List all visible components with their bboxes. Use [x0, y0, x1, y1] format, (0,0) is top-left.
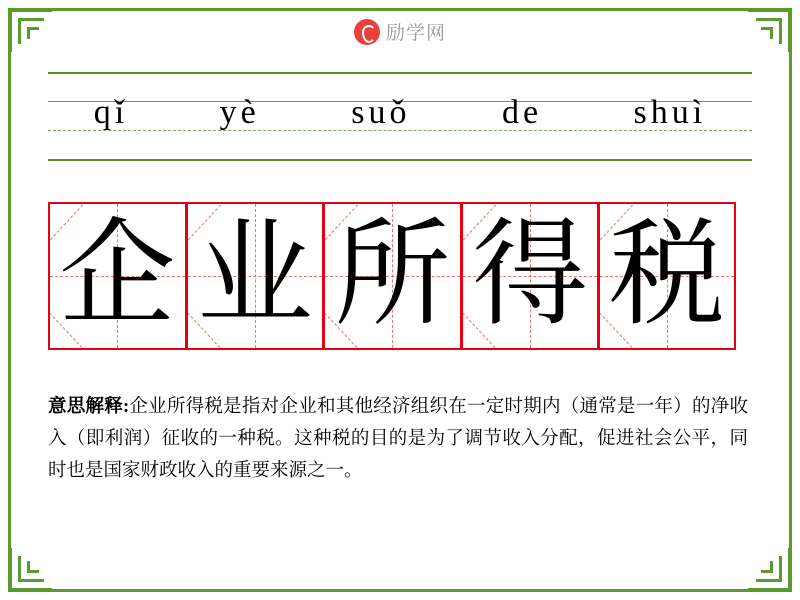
character-glyph: 业 [196, 212, 313, 340]
corner-ornament-bottom-left [8, 548, 52, 592]
frame-bottom-border [8, 589, 792, 592]
frame-left-border [8, 8, 11, 592]
pinyin-row [48, 72, 752, 160]
pinyin-syllable: suǒ [351, 94, 411, 131]
frame-top-border [8, 8, 792, 11]
pinyin-syllable: shuì [633, 94, 707, 131]
explanation-text: 企业所得税是指对企业和其他经济组织在一定时期内（通常是一年）的净收入（即利润）征收的一种税。这种税的目的是为了调节收入分配，促进社会公平，同时也是国家财政收入的重要来源之一。 [48, 397, 748, 481]
explanation-block [48, 392, 748, 487]
pinyin-syllable: yè [219, 94, 260, 131]
site-name: 励学网 [385, 23, 446, 44]
character-grid [48, 202, 736, 350]
character-cell [598, 202, 736, 350]
corner-ornament-bottom-right [748, 548, 792, 592]
pinyin-syllable: de [501, 94, 543, 131]
frame-right-border [789, 8, 792, 592]
character-glyph: 所 [334, 212, 451, 340]
pinyin-syllable: qǐ [93, 94, 129, 131]
explanation-label: 意思解释: [48, 397, 130, 417]
character-cell [461, 202, 599, 350]
character-glyph: 税 [609, 212, 726, 340]
character-cell [323, 202, 461, 350]
character-glyph: 得 [472, 212, 589, 340]
pinyin-staff [48, 72, 752, 160]
character-cell [48, 202, 186, 350]
brush-logo-icon [354, 19, 380, 45]
site-logo[interactable] [0, 18, 800, 45]
character-glyph: 企 [59, 212, 176, 340]
character-cell [186, 202, 324, 350]
